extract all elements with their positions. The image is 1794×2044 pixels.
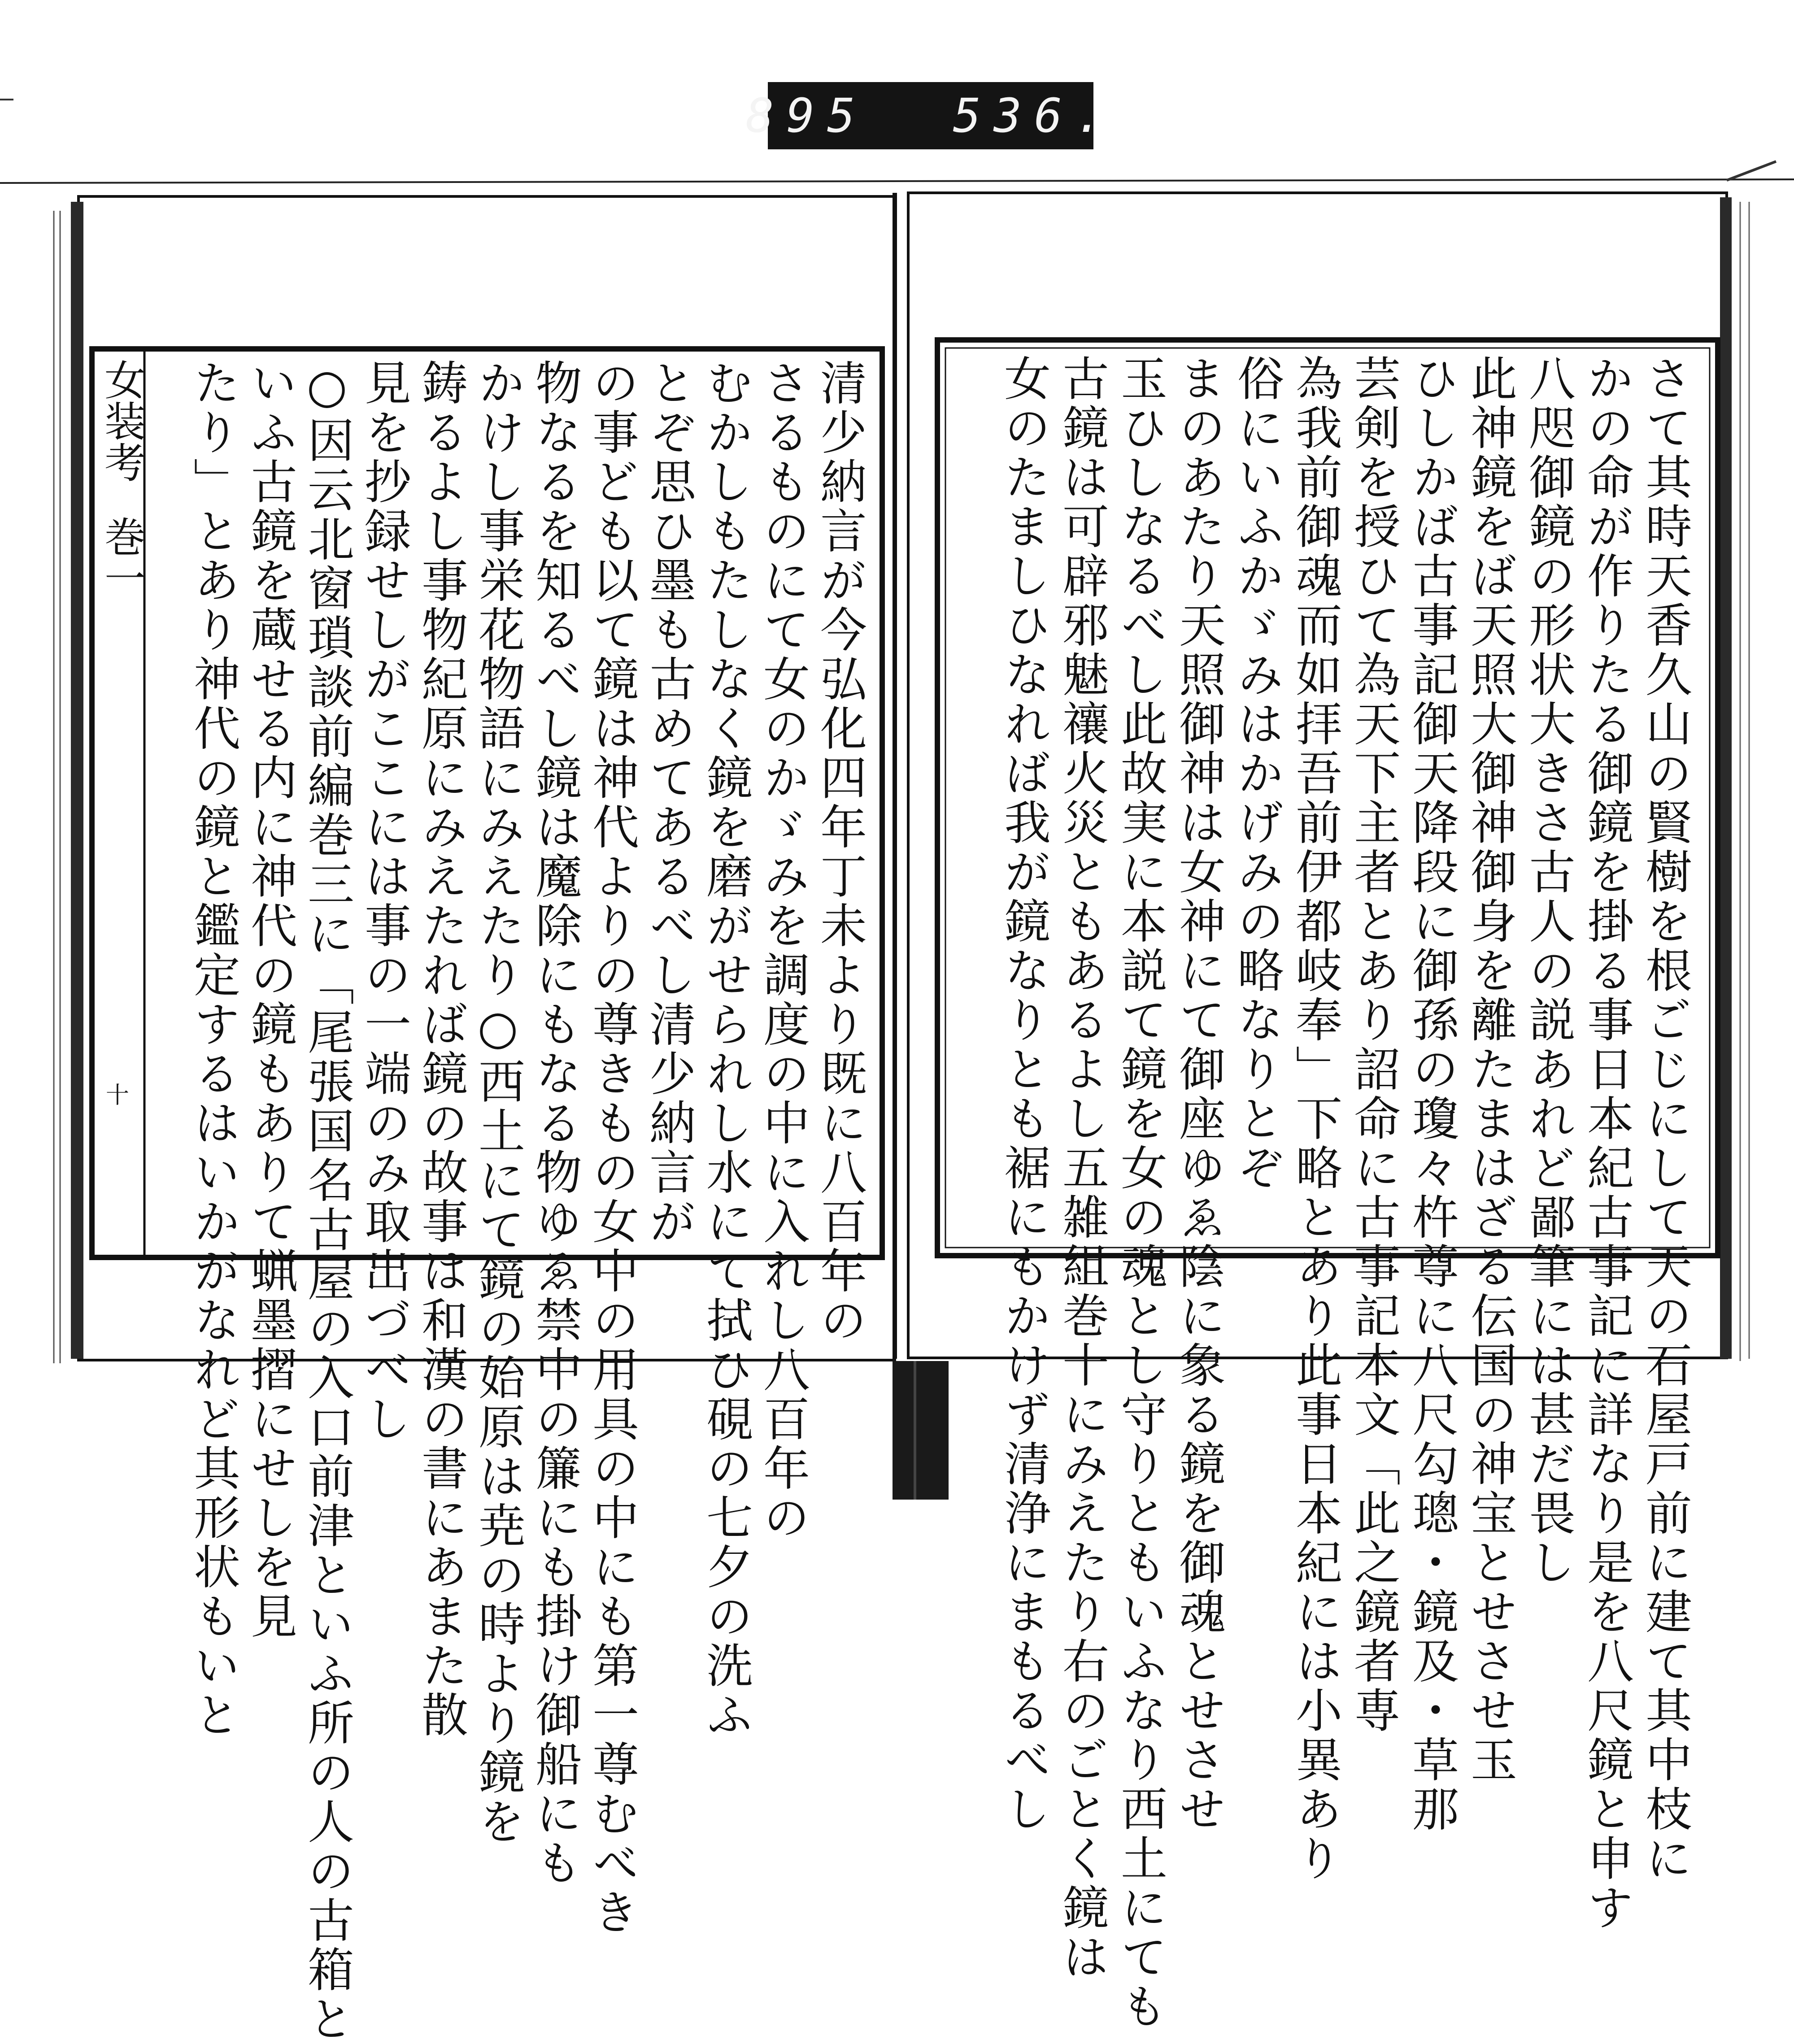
right-column-1: さて其時天香久山の賢樹を根ごじにして天の石屋戸前に建て其中枝に bbox=[1637, 354, 1692, 1883]
right-column-7: 為我前御魂而如拝吾前伊都岐奉」下略とあり此事日本紀には小異あり bbox=[1288, 354, 1342, 1883]
left-column-6: 物なるを知るべし鏡は魔除にもなる物ゆゑ禁中の簾にも掛け御船にも bbox=[527, 359, 582, 1888]
right-column-6: 芸剣を授ひて為天下主者とあり詔命に古事記本文「此之鏡者専 bbox=[1346, 354, 1401, 1735]
left-column-4: とぞ思ひ墨も古めてあるべし清少納言が bbox=[641, 359, 696, 1247]
right-column-8: 俗にいふかゞみはかげみの略なりとぞ bbox=[1229, 354, 1284, 1193]
left-column-11: いふ古鏡を蔵せる内に神代の鏡もありて蝋墨摺にせしを見 bbox=[243, 359, 297, 1641]
book-title: 女装考 bbox=[98, 359, 146, 483]
right-column-9: まのあたり天照御神は女神にて御座ゆゑ陰に象る鏡を御魂とせさせ bbox=[1171, 354, 1226, 1834]
catalog-number-label bbox=[745, 82, 1116, 149]
right-column-3: 八咫御鏡の形状大きさ古人の説あれど鄙筆には甚だ畏し bbox=[1521, 354, 1576, 1587]
left-column-12: たり」とあり神代の鏡と鑑定するはいかがなれど其形状もいと bbox=[186, 359, 240, 1740]
catalog-number-part2: 536. bbox=[953, 88, 1116, 143]
catalog-number-part1: 895 bbox=[745, 88, 868, 143]
left-column-8: 鋳るよし事物紀原にみえたれば鏡の故事は和漢の書にあまた散 bbox=[414, 359, 468, 1740]
right-column-4: 此神鏡をば天照大御神御身を離たまはざる伝国の神宝とせさせ玉 bbox=[1463, 354, 1517, 1785]
left-column-1: 清少納言が今弘化四年丁未より既に八百年の bbox=[812, 359, 867, 1345]
right-column-12: 女のたましひなれば我が鏡なりとも裾にもかけず清浄にまもるべし bbox=[996, 354, 1051, 1834]
left-column-9: 見を抄録せしがここには事の一端のみ取出づべし bbox=[357, 359, 411, 1444]
folio-number: 十 bbox=[106, 1082, 130, 1109]
volume-label: 巻一 bbox=[98, 516, 146, 598]
right-column-2: かの命が作りたる御鏡を掛る事日本紀古事記に詳なり是を八尺鏡と申す bbox=[1579, 354, 1634, 1933]
right-column-10: 玉ひしなるべし此故実に本説て鏡を女の魂とし守りともいふなり西土にても bbox=[1113, 354, 1167, 2031]
left-column-7: かけし事栄花物語にみえたり○西土にて鏡の始原は尭の時より鏡を bbox=[470, 359, 525, 1847]
left-column-5: の事ども以て鏡は神代よりの尊きもの女中の用具の中にも第一尊むべき bbox=[584, 359, 639, 1937]
left-column-3: むかしもたしなく鏡を磨がせられし水にて拭ひ硯の七夕の洗ふ bbox=[698, 359, 753, 1740]
left-column-2: さるものにて女のかゞみを調度の中に入れし八百年の bbox=[755, 359, 810, 1543]
left-column-10: ○因云北窗瑣談前編巻三に「尾張国名古屋の入口前津といふ所の人の古箱と bbox=[300, 359, 354, 2044]
right-column-5: ひしかば古事記御天降段に御孫の瓊々杵尊に八尺勾璁・鏡及・草那 bbox=[1404, 354, 1459, 1834]
right-column-11: 古鏡は可辟邪魅禳火災ともあるよし五雑組巻十にみえたり右のごとく鏡は bbox=[1054, 354, 1109, 1982]
